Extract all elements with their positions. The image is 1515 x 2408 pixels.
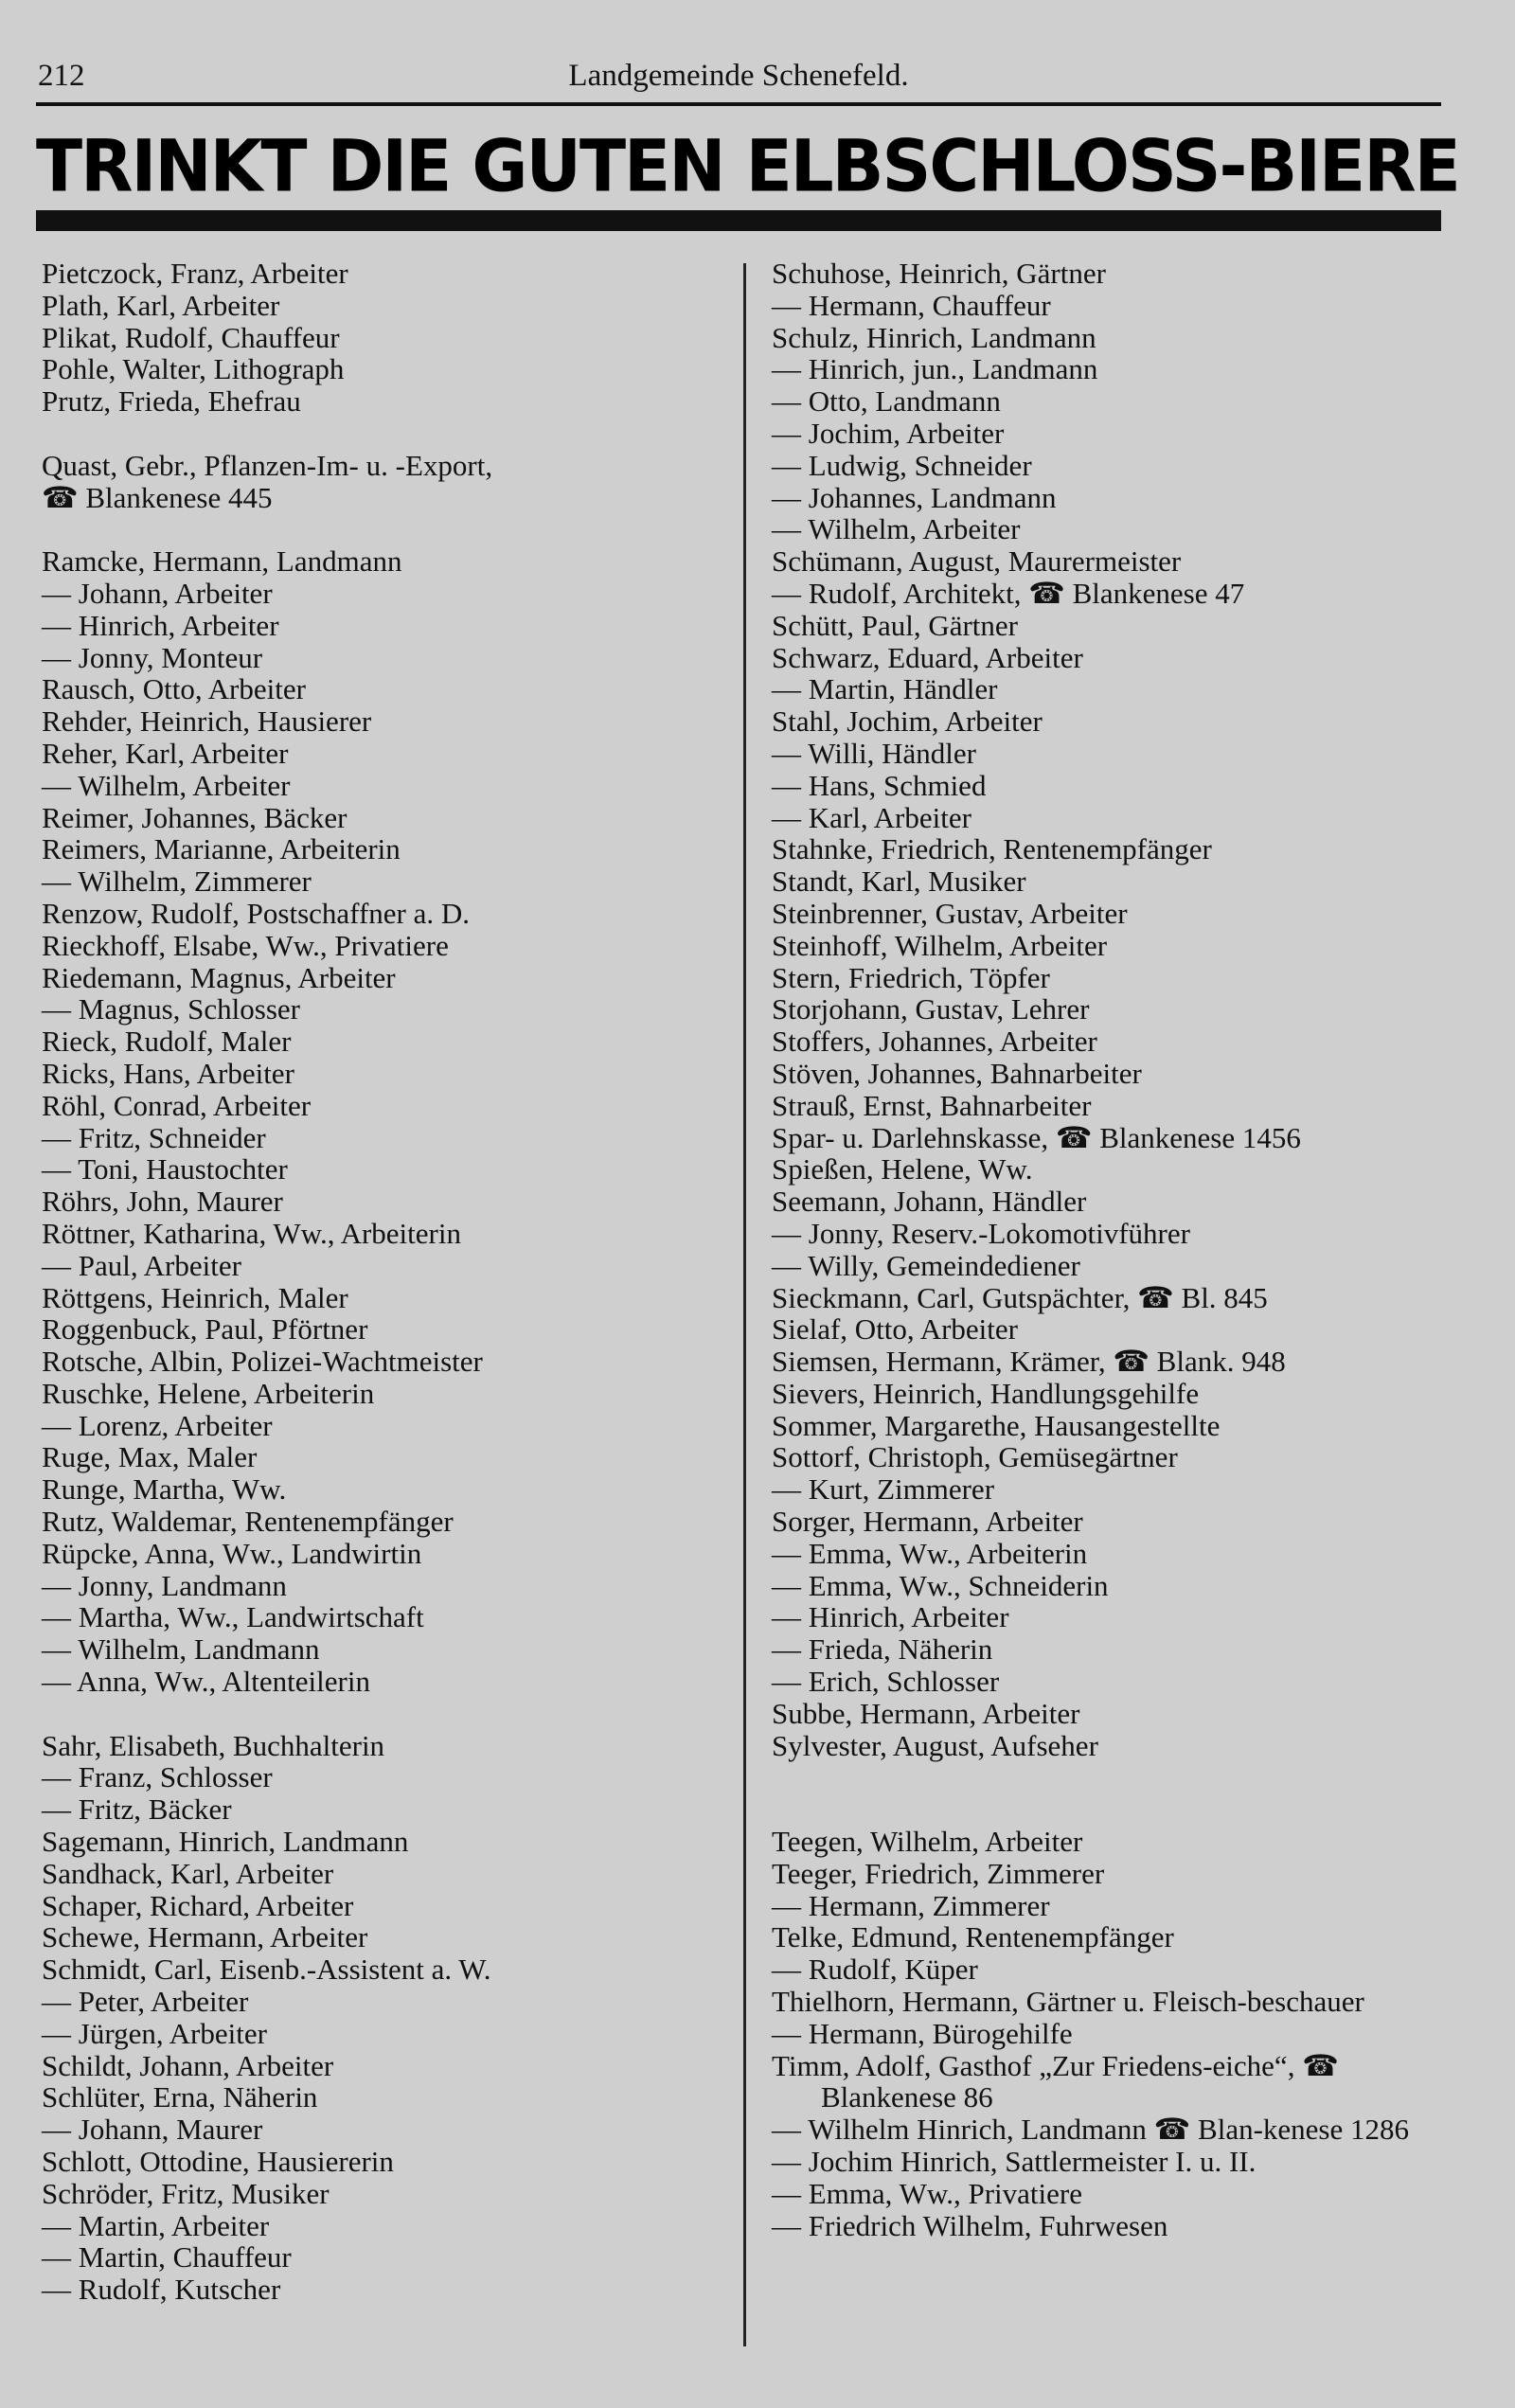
- directory-entry: Standt, Karl, Musiker: [772, 865, 1026, 899]
- directory-entry: Röttner, Katharina, Ww., Arbeiterin: [42, 1216, 461, 1250]
- running-title: Landgemeinde Schenefeld.: [568, 59, 909, 93]
- directory-entry: Reimer, Johannes, Bäcker: [42, 800, 348, 834]
- directory-entry: Rehder, Heinrich, Hausierer: [42, 705, 372, 739]
- directory-entry: Timm, Adolf, Gasthof „Zur Friedens-eiche“, ☎ Blankenese 86: [772, 2048, 1339, 2114]
- directory-entry: Rutz, Waldemar, Rentenempfänger: [42, 1505, 454, 1539]
- directory-entry: Reher, Karl, Arbeiter: [42, 736, 289, 770]
- directory-entry: Sylvester, August, Aufseher: [772, 1728, 1098, 1762]
- directory-entry: — Martin, Arbeiter: [42, 2208, 270, 2242]
- directory-entry: — Martin, Händler: [772, 672, 998, 706]
- directory-entry: — Magnus, Schlosser: [42, 992, 300, 1026]
- directory-entry: — Willi, Händler: [772, 736, 977, 770]
- directory-entry: Schütt, Paul, Gärtner: [772, 608, 1019, 642]
- left-column: [42, 258, 723, 2306]
- directory-entry: Spießen, Helene, Ww.: [772, 1152, 1033, 1186]
- directory-entry: — Wilhelm, Arbeiter: [42, 768, 291, 802]
- directory-entry: Stahl, Jochim, Arbeiter: [772, 705, 1043, 739]
- directory-entry: Sandhack, Karl, Arbeiter: [42, 1856, 334, 1890]
- directory-entry: Ruge, Max, Maler: [42, 1440, 258, 1474]
- directory-entry: — Hermann, Bürogehilfe: [772, 2016, 1073, 2050]
- directory-entry: Plath, Karl, Arbeiter: [42, 288, 280, 322]
- directory-entry: Sommer, Margarethe, Hausangestellte: [772, 1408, 1221, 1442]
- section-gap: [42, 513, 723, 545]
- directory-entry: — Karl, Arbeiter: [772, 800, 971, 834]
- directory-entry: — Hinrich, Arbeiter: [42, 608, 279, 642]
- directory-entry: Sievers, Heinrich, Handlungsgehilfe: [772, 1376, 1200, 1410]
- directory-entry: Röhrs, John, Maurer: [42, 1185, 283, 1219]
- directory-entry: Rotsche, Albin, Polizei-Wachtmeister: [42, 1345, 483, 1379]
- directory-entry: Strauß, Ernst, Bahnarbeiter: [772, 1088, 1092, 1122]
- directory-entry: — Fritz, Schneider: [42, 1120, 266, 1154]
- directory-entry: Sahr, Elisabeth, Buchhalterin: [42, 1728, 385, 1762]
- directory-entry: — Martin, Chauffeur: [42, 2240, 292, 2274]
- directory-entry: Sottorf, Christoph, Gemüsegärtner: [772, 1440, 1178, 1474]
- right-column: [772, 258, 1468, 2241]
- directory-entry: — Jochim Hinrich, Sattlermeister I. u. II.: [772, 2145, 1257, 2179]
- directory-entry: Telke, Edmund, Rentenempfänger: [772, 1920, 1174, 1954]
- directory-entry: Ricks, Hans, Arbeiter: [42, 1056, 294, 1090]
- directory-entry: — Hans, Schmied: [772, 768, 987, 802]
- directory-entry: — Franz, Schlosser: [42, 1760, 273, 1794]
- directory-entry: Thielhorn, Hermann, Gärtner u. Fleisch-beschauer: [772, 1985, 1364, 2019]
- directory-entry: Ramcke, Hermann, Landmann: [42, 544, 402, 579]
- directory-entry: — Hermann, Zimmerer: [772, 1888, 1050, 1922]
- directory-entry: Rieckhoff, Elsabe, Ww., Privatiere: [42, 928, 449, 962]
- directory-entry: Schaper, Richard, Arbeiter: [42, 1888, 354, 1922]
- directory-entry: — Emma, Ww., Arbeiterin: [772, 1536, 1088, 1570]
- directory-entry: Pietczock, Franz, Arbeiter: [42, 257, 348, 290]
- directory-entry: — Rudolf, Kutscher: [42, 2273, 281, 2307]
- directory-entry: — Martha, Ww., Landwirtschaft: [42, 1600, 424, 1634]
- section-gap: [772, 1793, 1468, 1826]
- directory-entry: Teegen, Wilhelm, Arbeiter: [772, 1825, 1083, 1859]
- directory-entry: Ruschke, Helene, Arbeiterin: [42, 1376, 375, 1410]
- section-gap: [772, 1761, 1468, 1793]
- directory-entry: Röhl, Conrad, Arbeiter: [42, 1088, 312, 1122]
- section-gap: [42, 418, 723, 450]
- directory-entry: Storjohann, Gustav, Lehrer: [772, 992, 1090, 1026]
- directory-entry: — Erich, Schlosser: [772, 1665, 1000, 1699]
- directory-entry: Steinbrenner, Gustav, Arbeiter: [772, 896, 1128, 930]
- directory-entry: — Jürgen, Arbeiter: [42, 2016, 267, 2050]
- directory-entry: — Anna, Ww., Altenteilerin: [42, 1665, 370, 1699]
- directory-entry: — Hinrich, Arbeiter: [772, 1600, 1009, 1634]
- directory-entry: Riedemann, Magnus, Arbeiter: [42, 960, 396, 994]
- directory-entry: — Peter, Arbeiter: [42, 1985, 249, 2019]
- directory-entry: Sagemann, Hinrich, Landmann: [42, 1825, 409, 1859]
- page-header: [38, 59, 1439, 102]
- directory-entry: — Paul, Arbeiter: [42, 1248, 241, 1282]
- directory-entry: Subbe, Hermann, Arbeiter: [772, 1696, 1080, 1730]
- directory-entry: — Jonny, Reserv.-Lokomotivführer: [772, 1216, 1190, 1250]
- directory-entry: Runge, Martha, Ww.: [42, 1472, 287, 1507]
- directory-entry: Stahnke, Friedrich, Rentenempfänger: [772, 832, 1212, 866]
- page-number: 212: [38, 59, 85, 93]
- header-rule: [36, 102, 1441, 106]
- directory-entry: Pohle, Walter, Lithograph: [42, 352, 345, 386]
- directory-entry: Rausch, Otto, Arbeiter: [42, 672, 306, 706]
- directory-entry: Schlott, Ottodine, Hausiererin: [42, 2145, 394, 2179]
- directory-entry: Rüpcke, Anna, Ww., Landwirtin: [42, 1536, 422, 1570]
- directory-entry: Roggenbuck, Paul, Pförtner: [42, 1312, 368, 1347]
- column-divider: [743, 263, 746, 2346]
- directory-entry: — Jochim, Arbeiter: [772, 416, 1005, 450]
- directory-entry: — Jonny, Landmann: [42, 1568, 287, 1602]
- directory-entry: — Wilhelm Hinrich, Landmann ☎ Blan-kenese 1286: [772, 2113, 1410, 2147]
- directory-entry: — Wilhelm, Landmann: [42, 1632, 320, 1667]
- directory-entry: Stern, Friedrich, Töpfer: [772, 960, 1050, 994]
- directory-entry: Reimers, Marianne, Arbeiterin: [42, 832, 401, 866]
- directory-entry: — Lorenz, Arbeiter: [42, 1408, 273, 1442]
- banner-rule: [36, 210, 1441, 231]
- directory-entry: Schulz, Hinrich, Landmann: [772, 320, 1096, 354]
- directory-entry: — Emma, Ww., Privatiere: [772, 2176, 1082, 2210]
- directory-entry: Spar- u. Darlehnskasse, ☎ Blankenese 1456: [772, 1120, 1301, 1154]
- directory-entry: — Otto, Landmann: [772, 384, 1001, 419]
- directory-entry: — Rudolf, Küper: [772, 1953, 978, 1987]
- directory-entry: — Hinrich, jun., Landmann: [772, 352, 1098, 386]
- directory-entry: Quast, Gebr., Pflanzen-Im- u. -Export,: [42, 448, 493, 482]
- directory-entry: Stoffers, Johannes, Arbeiter: [772, 1025, 1097, 1059]
- directory-entry: — Frieda, Näherin: [772, 1632, 993, 1667]
- directory-entry: — Jonny, Monteur: [42, 640, 263, 674]
- directory-entry: — Emma, Ww., Schneiderin: [772, 1568, 1109, 1602]
- directory-entry: Plikat, Rudolf, Chauffeur: [42, 320, 340, 354]
- directory-entry: Schröder, Fritz, Musiker: [42, 2176, 330, 2210]
- directory-entry: — Johann, Maurer: [42, 2113, 263, 2147]
- directory-entry: Sorger, Hermann, Arbeiter: [772, 1505, 1083, 1539]
- directory-entry: Stöven, Johannes, Bahnarbeiter: [772, 1056, 1142, 1090]
- directory-entry: Seemann, Johann, Händler: [772, 1185, 1087, 1219]
- directory-entry: — Willy, Gemeindediener: [772, 1248, 1080, 1282]
- directory-entry: Schümann, August, Maurermeister: [772, 544, 1182, 579]
- directory-entry: — Fritz, Bäcker: [42, 1793, 232, 1827]
- directory-entry: Schewe, Hermann, Arbeiter: [42, 1920, 368, 1954]
- directory-entry: — Johann, Arbeiter: [42, 576, 273, 610]
- directory-entry: Renzow, Rudolf, Postschaffner a. D.: [42, 896, 470, 930]
- directory-entry: Schmidt, Carl, Eisenb.-Assistent a. W.: [42, 1953, 491, 1987]
- directory-entry: Schuhose, Heinrich, Gärtner: [772, 257, 1106, 290]
- advertisement-banner: TRINKT DIE GUTEN ELBSCHLOSS-BIERE: [36, 123, 1459, 208]
- directory-entry: — Friedrich Wilhelm, Fuhrwesen: [772, 2208, 1168, 2242]
- directory-entry: Röttgens, Heinrich, Maler: [42, 1280, 348, 1314]
- directory-entry: Sieckmann, Carl, Gutspächter, ☎ Bl. 845: [772, 1280, 1268, 1314]
- directory-entry: Schwarz, Eduard, Arbeiter: [772, 640, 1083, 674]
- directory-entry: — Wilhelm, Arbeiter: [772, 512, 1021, 546]
- directory-entry: ☎ Blankenese 445: [42, 480, 273, 514]
- directory-entry: — Ludwig, Schneider: [772, 448, 1032, 482]
- directory-entry: Teeger, Friedrich, Zimmerer: [772, 1856, 1105, 1890]
- directory-entry: Steinhoff, Wilhelm, Arbeiter: [772, 928, 1108, 962]
- directory-entry: — Rudolf, Architekt, ☎ Blankenese 47: [772, 576, 1245, 610]
- directory-entry: Schildt, Johann, Arbeiter: [42, 2048, 334, 2082]
- section-gap: [42, 1698, 723, 1730]
- directory-entry: — Toni, Haustochter: [42, 1152, 288, 1186]
- directory-entry: Rieck, Rudolf, Maler: [42, 1025, 292, 1059]
- directory-entry: Siemsen, Hermann, Krämer, ☎ Blank. 948: [772, 1345, 1286, 1379]
- directory-entry: — Wilhelm, Zimmerer: [42, 865, 312, 899]
- directory-entry: — Johannes, Landmann: [772, 480, 1057, 514]
- directory-entry: — Kurt, Zimmerer: [772, 1472, 995, 1507]
- directory-entry: Prutz, Frieda, Ehefrau: [42, 384, 301, 419]
- directory-entry: Schlüter, Erna, Näherin: [42, 2080, 318, 2114]
- directory-entry: — Hermann, Chauffeur: [772, 288, 1051, 322]
- directory-entry: Sielaf, Otto, Arbeiter: [772, 1312, 1018, 1347]
